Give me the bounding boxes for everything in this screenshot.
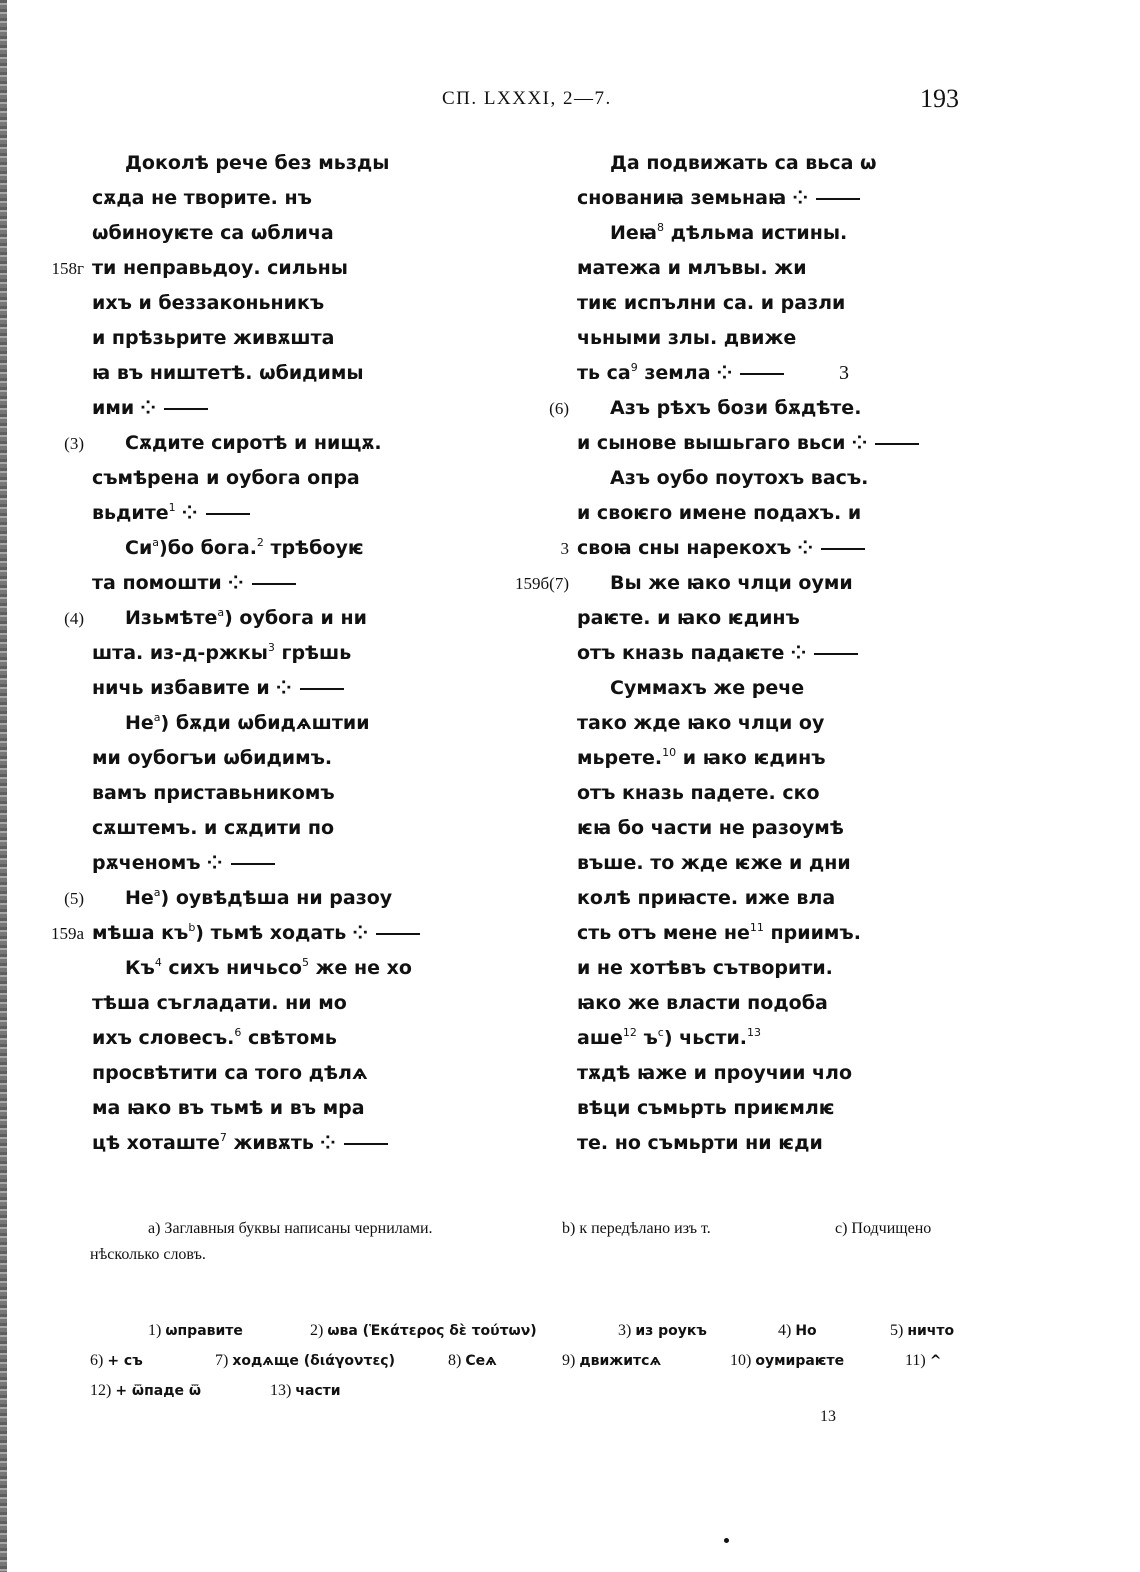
footnote-ref: 3 — [267, 641, 275, 654]
text-line — [92, 286, 420, 321]
end-mark: ⁘ — [227, 572, 244, 594]
variant-reading: ѡва (Ἑκάτερος δὲ τούτων) — [327, 1323, 537, 1339]
line-text: ничь избавите и — [92, 677, 270, 699]
variant-item — [562, 1352, 661, 1370]
text-line — [577, 1126, 919, 1161]
text-line — [51, 251, 420, 286]
text-line — [92, 566, 420, 601]
end-mark: ⁘ — [275, 677, 292, 699]
variant-reading: из роукъ — [635, 1323, 707, 1339]
verse-number: 159б(7) — [515, 574, 569, 593]
variant-number: 5) — [890, 1322, 904, 1339]
variant-number: 11) — [905, 1352, 926, 1369]
variant-reading: ходѧще (διάγοντες) — [232, 1353, 395, 1369]
end-dash — [821, 548, 865, 550]
text-line — [577, 1091, 919, 1126]
variant-item — [310, 1322, 537, 1340]
variant-item — [448, 1352, 497, 1370]
line-text: и прѣзьрите живѫшта — [92, 327, 335, 349]
end-mark: ⁘ — [352, 922, 369, 944]
running-head: СП. LXXXI, 2—7. — [442, 88, 612, 109]
line-text: ими — [92, 397, 135, 419]
variant-item — [270, 1382, 341, 1400]
variant-readings — [90, 1322, 970, 1412]
signature-mark: 13 — [820, 1408, 836, 1425]
line-text-cont: грѣшь — [274, 642, 352, 664]
text-line — [577, 601, 919, 636]
variant-reading: ничто — [907, 1323, 955, 1339]
text-line — [577, 951, 919, 986]
end-dash — [875, 443, 919, 445]
line-text: и своѥго имене подахъ. и — [577, 502, 862, 524]
variant-item — [148, 1322, 243, 1340]
text-line — [577, 146, 919, 181]
footnote-ref: 13 — [747, 1026, 762, 1039]
end-dash — [206, 513, 250, 515]
text-line — [577, 496, 919, 531]
variant-reading: движитсѧ — [579, 1353, 662, 1369]
variant-number: 2) — [310, 1322, 324, 1339]
footnote-ref: 9 — [630, 361, 638, 374]
end-mark: ⁘ — [206, 852, 223, 874]
text-line — [515, 566, 919, 601]
text-line — [92, 216, 420, 251]
line-text: Си — [125, 537, 153, 559]
line-text: Вы же ꙗко члци оуми — [610, 572, 853, 594]
page-edge — [0, 0, 7, 1572]
letter-footnotes — [90, 1216, 970, 1268]
line-text: Азъ рѣхъ бози бѫдѣте. — [610, 397, 862, 419]
line-text: Изьмѣте — [125, 607, 218, 629]
line-text: та помошти — [92, 572, 222, 594]
text-line — [92, 636, 420, 671]
text-line — [577, 426, 919, 461]
line-text: ꙗ въ ништетѣ. ѡбидимы — [92, 362, 364, 384]
line-text: ми оубогъи ѡбидимъ. — [92, 747, 333, 769]
footnote-ref: 5 — [301, 956, 309, 969]
line-text: Не — [125, 887, 154, 909]
footnote-ref: с — [657, 1026, 664, 1039]
folio-marker: 158г — [51, 259, 84, 278]
text-line — [577, 846, 919, 881]
line-text-cont: ) чьсти. — [663, 1027, 748, 1049]
text-line — [92, 951, 420, 986]
footnote-ref: а — [152, 536, 160, 549]
text-line — [64, 426, 420, 461]
footnote-ref: b — [188, 921, 196, 934]
text-line — [92, 706, 420, 741]
text-line — [92, 1056, 420, 1091]
line-text: своꙗ сны нарекохъ — [577, 537, 792, 559]
variant-row — [90, 1382, 970, 1412]
variant-reading: + ѿпаде ѿ — [115, 1383, 202, 1399]
end-mark: ⁘ — [140, 397, 157, 419]
line-text: ѡбиноуѥте са ѡблича — [92, 222, 334, 244]
text-line — [577, 1021, 919, 1056]
text-line — [64, 881, 420, 916]
line-text-cont: дѣльма истины. — [664, 222, 848, 244]
text-line — [92, 181, 420, 216]
line-text-cont: и ꙗко ѥдинъ — [676, 747, 826, 769]
text-line — [92, 1126, 420, 1161]
text-line — [92, 356, 420, 391]
line-text: снованиꙗ земьнаꙗ — [577, 187, 787, 209]
line-text-cont: свѣтомь — [241, 1027, 337, 1049]
line-text: просвѣтити са того дѣлѧ — [92, 1062, 368, 1084]
end-mark: ⁘ — [797, 537, 814, 559]
line-text: те. но съмьрти ни ѥди — [577, 1132, 823, 1154]
text-line — [577, 636, 919, 671]
line-text: Азъ оубо поутохъ васъ. — [610, 467, 869, 489]
variant-number: 10) — [730, 1352, 752, 1369]
footnote-ref: 2 — [256, 536, 264, 549]
variant-reading: ѡправите — [165, 1323, 243, 1339]
variant-reading: Сеѧ — [465, 1353, 497, 1369]
verse-number: (4) — [64, 609, 84, 628]
line-text: отъ кназь падете. ско — [577, 782, 820, 804]
line-text: вамъ приставьникомъ — [92, 782, 335, 804]
text-line — [92, 146, 420, 181]
text-line — [92, 671, 420, 706]
variant-number: 7) — [215, 1352, 229, 1369]
variant-number: 4) — [778, 1322, 792, 1339]
margin-mark: 3 — [560, 539, 569, 558]
line-text-cont: земла — [637, 362, 711, 384]
footnote-b: b) к передѣлано изъ т. — [562, 1220, 711, 1237]
variant-number: 13) — [270, 1382, 292, 1399]
line-text: ти неправьдоу. сильны — [92, 257, 348, 279]
text-line — [64, 601, 420, 636]
end-mark: ⁘ — [319, 1132, 336, 1154]
text-line — [92, 461, 420, 496]
line-text: Сѫдите сиротѣ и нищѫ. — [125, 432, 382, 454]
variant-row — [90, 1352, 970, 1382]
variant-reading: части — [295, 1383, 341, 1399]
variant-item — [618, 1322, 707, 1340]
line-text-cont: ) оувѣдѣша ни разоу — [160, 887, 393, 909]
variant-item — [90, 1352, 143, 1370]
line-text-cont: ) бѫди ѡбидѧштии — [160, 712, 370, 734]
text-line — [577, 916, 919, 951]
text-line — [577, 181, 919, 216]
text-line — [577, 776, 919, 811]
verse-number: (5) — [64, 889, 84, 908]
line-text: тако жде ꙗко члци оу — [577, 712, 825, 734]
verse-number: (6) — [549, 399, 569, 418]
variant-item — [778, 1322, 817, 1340]
line-text: тѫдѣ ꙗже и проучии чло — [577, 1062, 853, 1084]
variant-item — [90, 1382, 201, 1400]
line-text: аше — [577, 1027, 623, 1049]
line-text: Суммахъ же рече — [610, 677, 805, 699]
text-line — [577, 216, 919, 251]
text-line — [577, 321, 919, 356]
line-text: матежа и млъвы. жи — [577, 257, 807, 279]
text-line — [92, 1021, 420, 1056]
variant-item — [215, 1352, 395, 1370]
line-text: рѫченомъ — [92, 852, 201, 874]
line-text: сть отъ мене не — [577, 922, 750, 944]
end-dash — [740, 373, 784, 375]
line-text-cont: приимъ. — [763, 922, 861, 944]
text-line — [577, 706, 919, 741]
end-dash — [816, 198, 860, 200]
variant-item — [905, 1352, 941, 1370]
line-text: сѫда не творите. нъ — [92, 187, 312, 209]
variant-number: 12) — [90, 1382, 112, 1399]
text-line — [577, 1056, 919, 1091]
end-dash — [164, 408, 208, 410]
variant-number: 6) — [90, 1352, 104, 1369]
line-text: чьными злы. движе — [577, 327, 797, 349]
variant-reading: Но — [795, 1323, 817, 1339]
line-text-cont: ) оубога и ни — [224, 607, 367, 629]
folio-marker: 159а — [50, 924, 84, 943]
footnote-ref: 4 — [154, 956, 162, 969]
footnote-ref: а — [217, 606, 225, 619]
text-line — [577, 881, 919, 916]
line-text: ихъ и беззаконьникъ — [92, 292, 325, 314]
footnote-ref: 11 — [749, 921, 764, 934]
line-text: ть са — [577, 362, 631, 384]
line-text-cont: ъ — [636, 1027, 658, 1049]
page-number: 193 — [920, 84, 959, 113]
text-line — [577, 251, 919, 286]
footnote-ref: а — [153, 711, 161, 724]
text-line — [92, 776, 420, 811]
text-line — [92, 391, 420, 426]
footnote-ref: 10 — [662, 746, 677, 759]
line-text: вьдите — [92, 502, 169, 524]
text-line — [92, 811, 420, 846]
line-text: ꙗко же власти подоба — [577, 992, 828, 1014]
variant-reading: + съ — [107, 1353, 143, 1369]
variant-reading: оумираѥте — [755, 1353, 845, 1369]
line-text: раѥте. и ꙗко ѥдинъ — [577, 607, 800, 629]
end-mark: ⁘ — [716, 362, 733, 384]
end-dash — [344, 1143, 388, 1145]
line-text: шта. из-д-ржкы — [92, 642, 268, 664]
line-text: Да подвижать са вьса ѡ — [610, 152, 877, 174]
line-text: тѣша съгладати. ни мо — [92, 992, 347, 1014]
footnote-ref: 7 — [219, 1131, 227, 1144]
text-line — [577, 671, 919, 706]
line-text: цѣ хоташте — [92, 1132, 220, 1154]
line-text-cont: же не хо — [308, 957, 412, 979]
line-text: сѫштемъ. и сѫдити по — [92, 817, 335, 839]
variant-number: 9) — [562, 1352, 576, 1369]
line-text-cont: трѣбоуѥ — [263, 537, 364, 559]
text-line — [577, 811, 919, 846]
line-text: мѣша къ — [92, 922, 189, 944]
text-line — [577, 741, 919, 776]
variant-reading: ^ — [929, 1353, 942, 1369]
right-column — [515, 146, 919, 1161]
variant-number: 3) — [618, 1322, 632, 1339]
end-mark: ⁘ — [851, 432, 868, 454]
line-text: съмѣрена и оубога опра — [92, 467, 360, 489]
line-text: Не — [125, 712, 154, 734]
footnote-ref: 6 — [234, 1026, 242, 1039]
text-line — [92, 741, 420, 776]
text-line — [92, 321, 420, 356]
text-line — [92, 1091, 420, 1126]
line-text-cont: живѫть — [226, 1132, 314, 1154]
line-text: ихъ словесъ. — [92, 1027, 235, 1049]
text-line — [50, 916, 420, 951]
text-line — [577, 356, 919, 391]
variant-number: 1) — [148, 1322, 162, 1339]
text-line — [577, 286, 919, 321]
end-mark: ⁘ — [181, 502, 198, 524]
line-text-cont: )бо бога. — [159, 537, 257, 559]
variant-item — [730, 1352, 844, 1370]
end-mark: ⁘ — [790, 642, 807, 664]
line-text: тиѥ испълни са. и разли — [577, 292, 846, 314]
footnote-ref: 8 — [657, 221, 664, 234]
variant-row — [90, 1322, 970, 1352]
end-dash — [231, 863, 275, 865]
variant-number: 8) — [448, 1352, 462, 1369]
line-text: Доколѣ рече без мьзды — [125, 152, 390, 174]
text-line — [92, 531, 420, 566]
text-line — [549, 391, 919, 426]
text-line — [92, 986, 420, 1021]
text-line — [92, 846, 420, 881]
end-mark: ⁘ — [792, 187, 809, 209]
text-line — [92, 496, 420, 531]
line-text: ма ꙗко въ тьмѣ и въ мра — [92, 1097, 365, 1119]
ink-speck — [724, 1538, 729, 1543]
line-text: Иеꙗ — [610, 222, 657, 244]
line-text: мьрете. — [577, 747, 663, 769]
line-text: и не хотѣвъ сътворити. — [577, 957, 833, 979]
margin-mark: 3 — [839, 362, 849, 384]
text-line — [577, 986, 919, 1021]
line-text: въше. то жде ѥже и дни — [577, 852, 851, 874]
end-dash — [300, 688, 344, 690]
footnote-c: с) Подчищено — [835, 1220, 932, 1237]
line-text: Къ — [125, 957, 155, 979]
footnote-ref: 1 — [168, 501, 176, 514]
text-line — [577, 461, 919, 496]
line-text-cont: ) тьмѣ ходать — [195, 922, 347, 944]
line-text: колѣ приꙗсте. иже вла — [577, 887, 836, 909]
end-dash — [252, 583, 296, 585]
footnote-a: а) Заглавныя буквы написаны чернилами. — [148, 1220, 433, 1237]
line-text: отъ кназь падаѥте — [577, 642, 785, 664]
variant-item — [890, 1322, 954, 1340]
verse-number: (3) — [64, 434, 84, 453]
end-dash — [814, 653, 858, 655]
text-line — [560, 531, 919, 566]
footnote-c-continued: нѣсколько словъ. — [90, 1246, 206, 1263]
line-text: и сынове вышьгаго вьси — [577, 432, 846, 454]
line-text-cont: сихъ ничьсо — [161, 957, 302, 979]
line-text: ѥꙗ бо части не разоумѣ — [577, 817, 844, 839]
footnote-ref: 12 — [622, 1026, 637, 1039]
left-column — [50, 146, 420, 1161]
footnote-ref: а — [153, 886, 161, 899]
line-text: вѣци съмьрть приѥмлѥ — [577, 1097, 835, 1119]
end-dash — [376, 933, 420, 935]
